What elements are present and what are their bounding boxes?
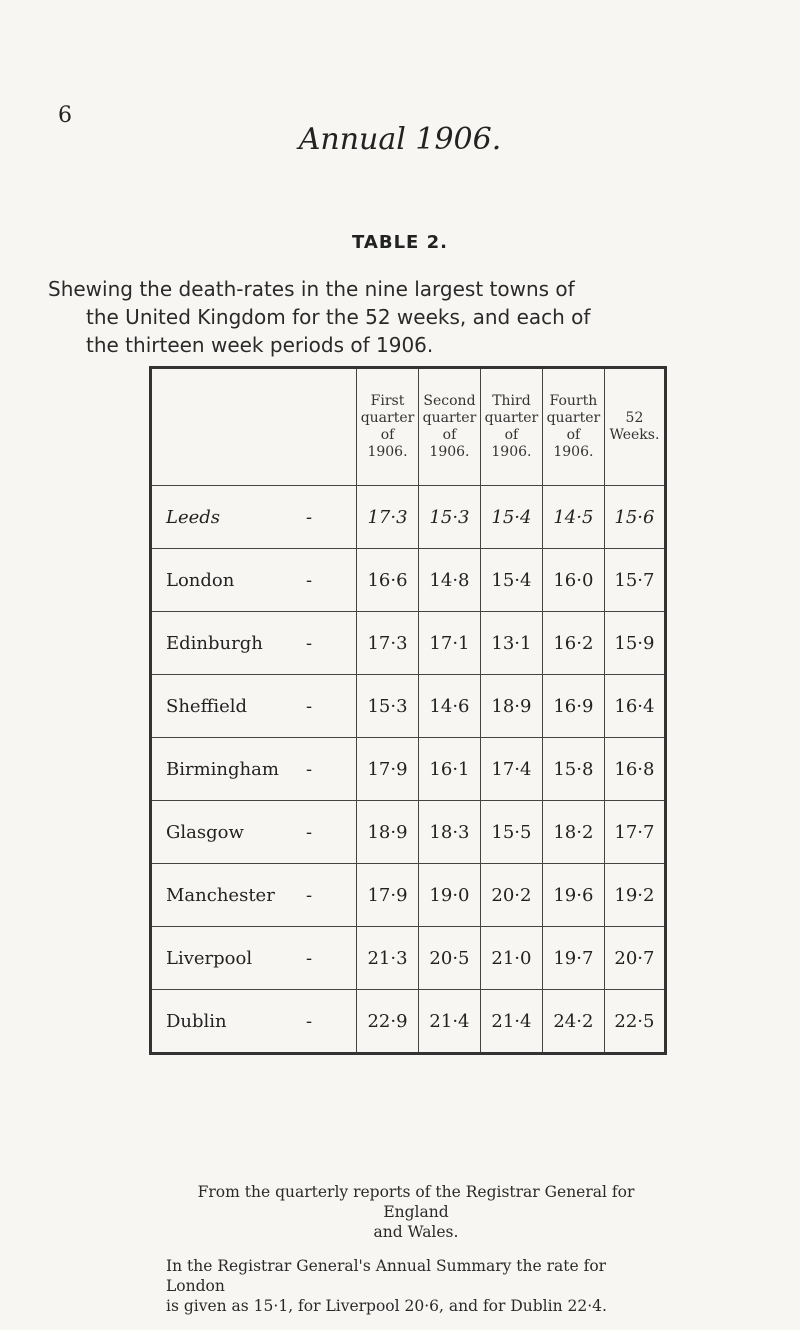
table-row [151, 549, 666, 612]
rate-cell: 16·2 [542, 612, 604, 675]
town-name: Manchester [166, 884, 275, 906]
rate-cell: 16·6 [357, 549, 419, 612]
death-rate-table [149, 366, 667, 1055]
rate-cell: 17·4 [480, 738, 542, 801]
caption-line-1: Shewing the death-rates in the nine largest towns of [48, 277, 575, 301]
town-name: London [166, 569, 235, 591]
rate-cell: 19·0 [418, 864, 480, 927]
table-row [151, 675, 666, 738]
header-blank [151, 368, 357, 486]
town-name: Liverpool [166, 947, 253, 969]
town-name-cell [151, 801, 357, 864]
rate-cell: 16·1 [418, 738, 480, 801]
header-q3: Third quarter of 1906. [480, 368, 542, 486]
rate-cell: 17·1 [418, 612, 480, 675]
town-dash: - [306, 695, 313, 717]
table-row [151, 486, 666, 549]
rate-cell: 15·5 [480, 801, 542, 864]
town-name-cell [151, 612, 357, 675]
town-dash: - [306, 947, 313, 969]
rate-cell: 19·2 [604, 864, 665, 927]
rate-cell: 16·0 [542, 549, 604, 612]
town-name-cell [151, 864, 357, 927]
rate-cell: 22·9 [357, 990, 419, 1054]
table-row [151, 612, 666, 675]
rate-cell: 17·9 [357, 738, 419, 801]
rate-cell: 15·3 [357, 675, 419, 738]
rate-cell: 20·7 [604, 927, 665, 990]
rate-cell: 19·7 [542, 927, 604, 990]
rate-cell: 15·9 [604, 612, 665, 675]
town-dash: - [306, 884, 313, 906]
header-q2: Second quarter of 1906. [418, 368, 480, 486]
table-row [151, 927, 666, 990]
town-name: Birmingham [166, 758, 279, 780]
town-name: Leeds [166, 506, 221, 528]
rate-cell: 21·3 [357, 927, 419, 990]
town-name-cell [151, 738, 357, 801]
header-q4: Fourth quarter of 1906. [542, 368, 604, 486]
rate-cell: 14·5 [542, 486, 604, 549]
rate-cell: 16·9 [542, 675, 604, 738]
table-row [151, 990, 666, 1054]
rate-cell: 18·9 [480, 675, 542, 738]
caption-line-3: the thirteen week periods of 1906. [86, 333, 434, 357]
town-dash: - [306, 569, 313, 591]
rate-cell: 18·2 [542, 801, 604, 864]
rate-cell: 14·6 [418, 675, 480, 738]
rate-cell: 21·0 [480, 927, 542, 990]
town-name: Edinburgh [166, 632, 263, 654]
town-dash: - [306, 821, 313, 843]
rate-cell: 17·9 [357, 864, 419, 927]
rate-cell: 15·8 [542, 738, 604, 801]
town-name-cell [151, 675, 357, 738]
running-head: Annual 1906. [298, 122, 502, 157]
town-dash: - [306, 506, 313, 528]
town-name-cell [151, 990, 357, 1054]
town-dash: - [306, 758, 313, 780]
town-name: Sheffield [166, 695, 248, 717]
source-note: From the quarterly reports of the Registrar General for England and Wales. [197, 1183, 635, 1241]
town-dash: - [306, 1010, 313, 1032]
table-label: TABLE 2. [352, 232, 448, 253]
rate-cell: 20·2 [480, 864, 542, 927]
rate-cell: 14·8 [418, 549, 480, 612]
rate-cell: 24·2 [542, 990, 604, 1054]
header-52-weeks: 52 Weeks. [604, 368, 665, 486]
rate-cell: 17·7 [604, 801, 665, 864]
town-name: Glasgow [166, 821, 244, 843]
rate-cell: 22·5 [604, 990, 665, 1054]
town-dash: - [306, 632, 313, 654]
rate-cell: 18·3 [418, 801, 480, 864]
rate-cell: 15·4 [480, 549, 542, 612]
table-row [151, 864, 666, 927]
table-row [151, 738, 666, 801]
rate-cell: 19·6 [542, 864, 604, 927]
rate-cell: 16·4 [604, 675, 665, 738]
town-name-cell [151, 549, 357, 612]
town-name: Dublin [166, 1010, 227, 1032]
rate-cell: 15·7 [604, 549, 665, 612]
rate-cell: 16·8 [604, 738, 665, 801]
rate-cell: 21·4 [418, 990, 480, 1054]
rate-cell: 15·4 [480, 486, 542, 549]
page-number: 6 [58, 103, 72, 128]
rate-cell: 18·9 [357, 801, 419, 864]
header-q1: First quarter of 1906. [357, 368, 419, 486]
table-header-row [151, 368, 666, 486]
table-caption [48, 275, 726, 359]
rate-cell: 17·3 [357, 612, 419, 675]
rate-cell: 15·6 [604, 486, 665, 549]
town-name-cell [151, 486, 357, 549]
town-name-cell [151, 927, 357, 990]
summary-note: In the Registrar General's Annual Summary the rate for London is given as 15·1, for Liverpool 20·6, and for Dublin 22·4. [166, 1257, 607, 1315]
rate-cell: 15·3 [418, 486, 480, 549]
table-notes [166, 1182, 666, 1330]
rate-cell: 20·5 [418, 927, 480, 990]
rate-cell: 13·1 [480, 612, 542, 675]
caption-line-2: the United Kingdom for the 52 weeks, and each of [86, 305, 591, 329]
table-row [151, 801, 666, 864]
rate-cell: 17·3 [357, 486, 419, 549]
rate-cell: 21·4 [480, 990, 542, 1054]
